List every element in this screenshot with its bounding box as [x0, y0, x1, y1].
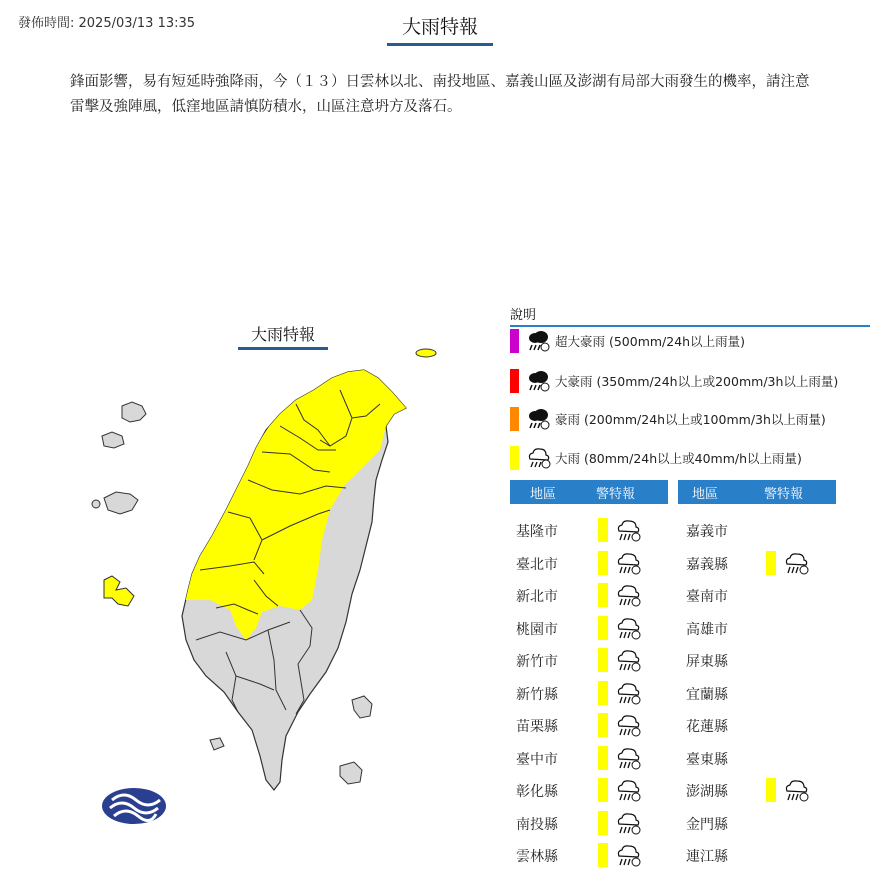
warning-swatch — [598, 551, 608, 575]
lesser-kinmen-island — [92, 500, 100, 508]
table-header-left — [510, 480, 668, 504]
region-name: 宜蘭縣 — [686, 686, 728, 703]
table-header-right — [678, 480, 836, 504]
column-header-region: 地區 — [530, 486, 557, 502]
warning-swatch — [598, 746, 608, 770]
heavy-rain-icon — [614, 614, 642, 642]
warning-area — [170, 360, 420, 640]
liuqiu-island — [210, 738, 224, 750]
column-header-region: 地區 — [692, 486, 719, 502]
heavy-rain-icon — [782, 549, 810, 577]
warning-swatch — [766, 778, 776, 802]
heavy-rain-icon — [614, 809, 642, 837]
heavy-rain-icon — [614, 744, 642, 772]
region-name: 澎湖縣 — [686, 784, 728, 800]
legend-swatch — [510, 446, 519, 470]
legend-item-extremely-heavy-rain — [510, 406, 826, 432]
region-name: 嘉義縣 — [686, 556, 728, 573]
heavy-rain-icon — [782, 776, 810, 804]
column-header-warning: 警特報 — [764, 486, 804, 502]
warning-description: 鋒面影響，易有短延時強降雨，今（１３）日雲林以北、南投地區、嘉義山區及澎湖有局部大雨發生的機率，請注意雷擊及強陣風，低窪地區請慎防積水，山區注意坍方及落石。 — [70, 74, 810, 115]
heavy-rain-icon — [525, 445, 551, 471]
kinmen-island — [104, 492, 138, 514]
orchid-island — [340, 762, 362, 784]
region-name: 雲林縣 — [516, 849, 558, 865]
region-name: 新北市 — [516, 589, 558, 605]
map-title: 大雨特報 — [238, 322, 328, 350]
region-name: 金門縣 — [686, 816, 728, 833]
region-name: 高雄市 — [686, 621, 728, 638]
heavy-rain-icon — [614, 581, 642, 609]
legend-label: 超大豪雨 (500mm/24h以上雨量) — [555, 334, 745, 349]
heavy-rain-icon — [614, 549, 642, 577]
matsu-island-north — [122, 402, 146, 422]
penghu-islands — [104, 576, 134, 606]
heavy-rain-icon — [614, 646, 642, 674]
region-name: 連江縣 — [686, 849, 728, 865]
turtle-island — [416, 349, 436, 357]
page-title: 大雨特報 — [387, 12, 493, 46]
warning-swatch — [598, 843, 608, 867]
torrential-rain-icon — [525, 368, 551, 394]
warning-swatch — [766, 551, 776, 575]
legend-label: 大豪雨 (350mm/24h以上或200mm/3h以上雨量) — [555, 374, 839, 389]
column-header-warning: 警特報 — [596, 486, 636, 502]
legend-label: 豪雨 (200mm/24h以上或100mm/3h以上雨量) — [555, 412, 826, 427]
matsu-island-south — [102, 432, 124, 448]
region-name: 新竹市 — [516, 654, 558, 670]
region-name: 桃園市 — [516, 621, 558, 638]
extremely-torrential-rain-icon — [525, 328, 551, 354]
warning-swatch — [598, 648, 608, 672]
legend-label: 大雨 (80mm/24h以上或40mm/h以上雨量) — [555, 451, 802, 466]
region-name: 臺東縣 — [686, 751, 728, 768]
region-name: 花蓮縣 — [686, 719, 728, 735]
legend-swatch — [510, 407, 519, 431]
warning-swatch — [598, 811, 608, 835]
heavy-rain-icon — [614, 679, 642, 707]
green-island — [352, 696, 372, 718]
cwa-logo — [102, 788, 166, 824]
region-name: 屏東縣 — [686, 654, 728, 670]
heavy-rain-icon — [614, 711, 642, 739]
legend-swatch — [510, 329, 519, 353]
northern-central-warning-region — [170, 360, 420, 640]
region-name: 南投縣 — [516, 816, 558, 833]
legend-item-torrential-rain — [510, 368, 838, 394]
warning-swatch — [598, 681, 608, 705]
warning-swatch — [598, 518, 608, 542]
heavy-rain-icon — [614, 516, 642, 544]
legend-header: 說明 — [510, 304, 870, 327]
region-name: 臺北市 — [516, 556, 558, 573]
extremely-heavy-rain-icon — [525, 406, 551, 432]
region-name: 臺南市 — [686, 589, 728, 605]
warning-swatch — [598, 616, 608, 640]
region-name: 基隆市 — [516, 524, 558, 540]
legend-item-extremely-torrential-rain — [510, 328, 745, 354]
legend-swatch — [510, 369, 519, 393]
region-name: 苗栗縣 — [516, 719, 558, 735]
region-name: 臺中市 — [516, 751, 558, 768]
region-name: 新竹縣 — [516, 686, 558, 703]
warning-swatch — [598, 583, 608, 607]
region-name: 嘉義市 — [686, 524, 728, 540]
warning-swatch — [598, 713, 608, 737]
legend-item-heavy-rain — [510, 445, 802, 471]
issue-time: 發佈時間: 2025/03/13 13:35 — [18, 16, 196, 31]
heavy-rain-icon — [614, 841, 642, 869]
region-name: 彰化縣 — [516, 784, 558, 800]
heavy-rain-icon — [614, 776, 642, 804]
warning-swatch — [598, 778, 608, 802]
